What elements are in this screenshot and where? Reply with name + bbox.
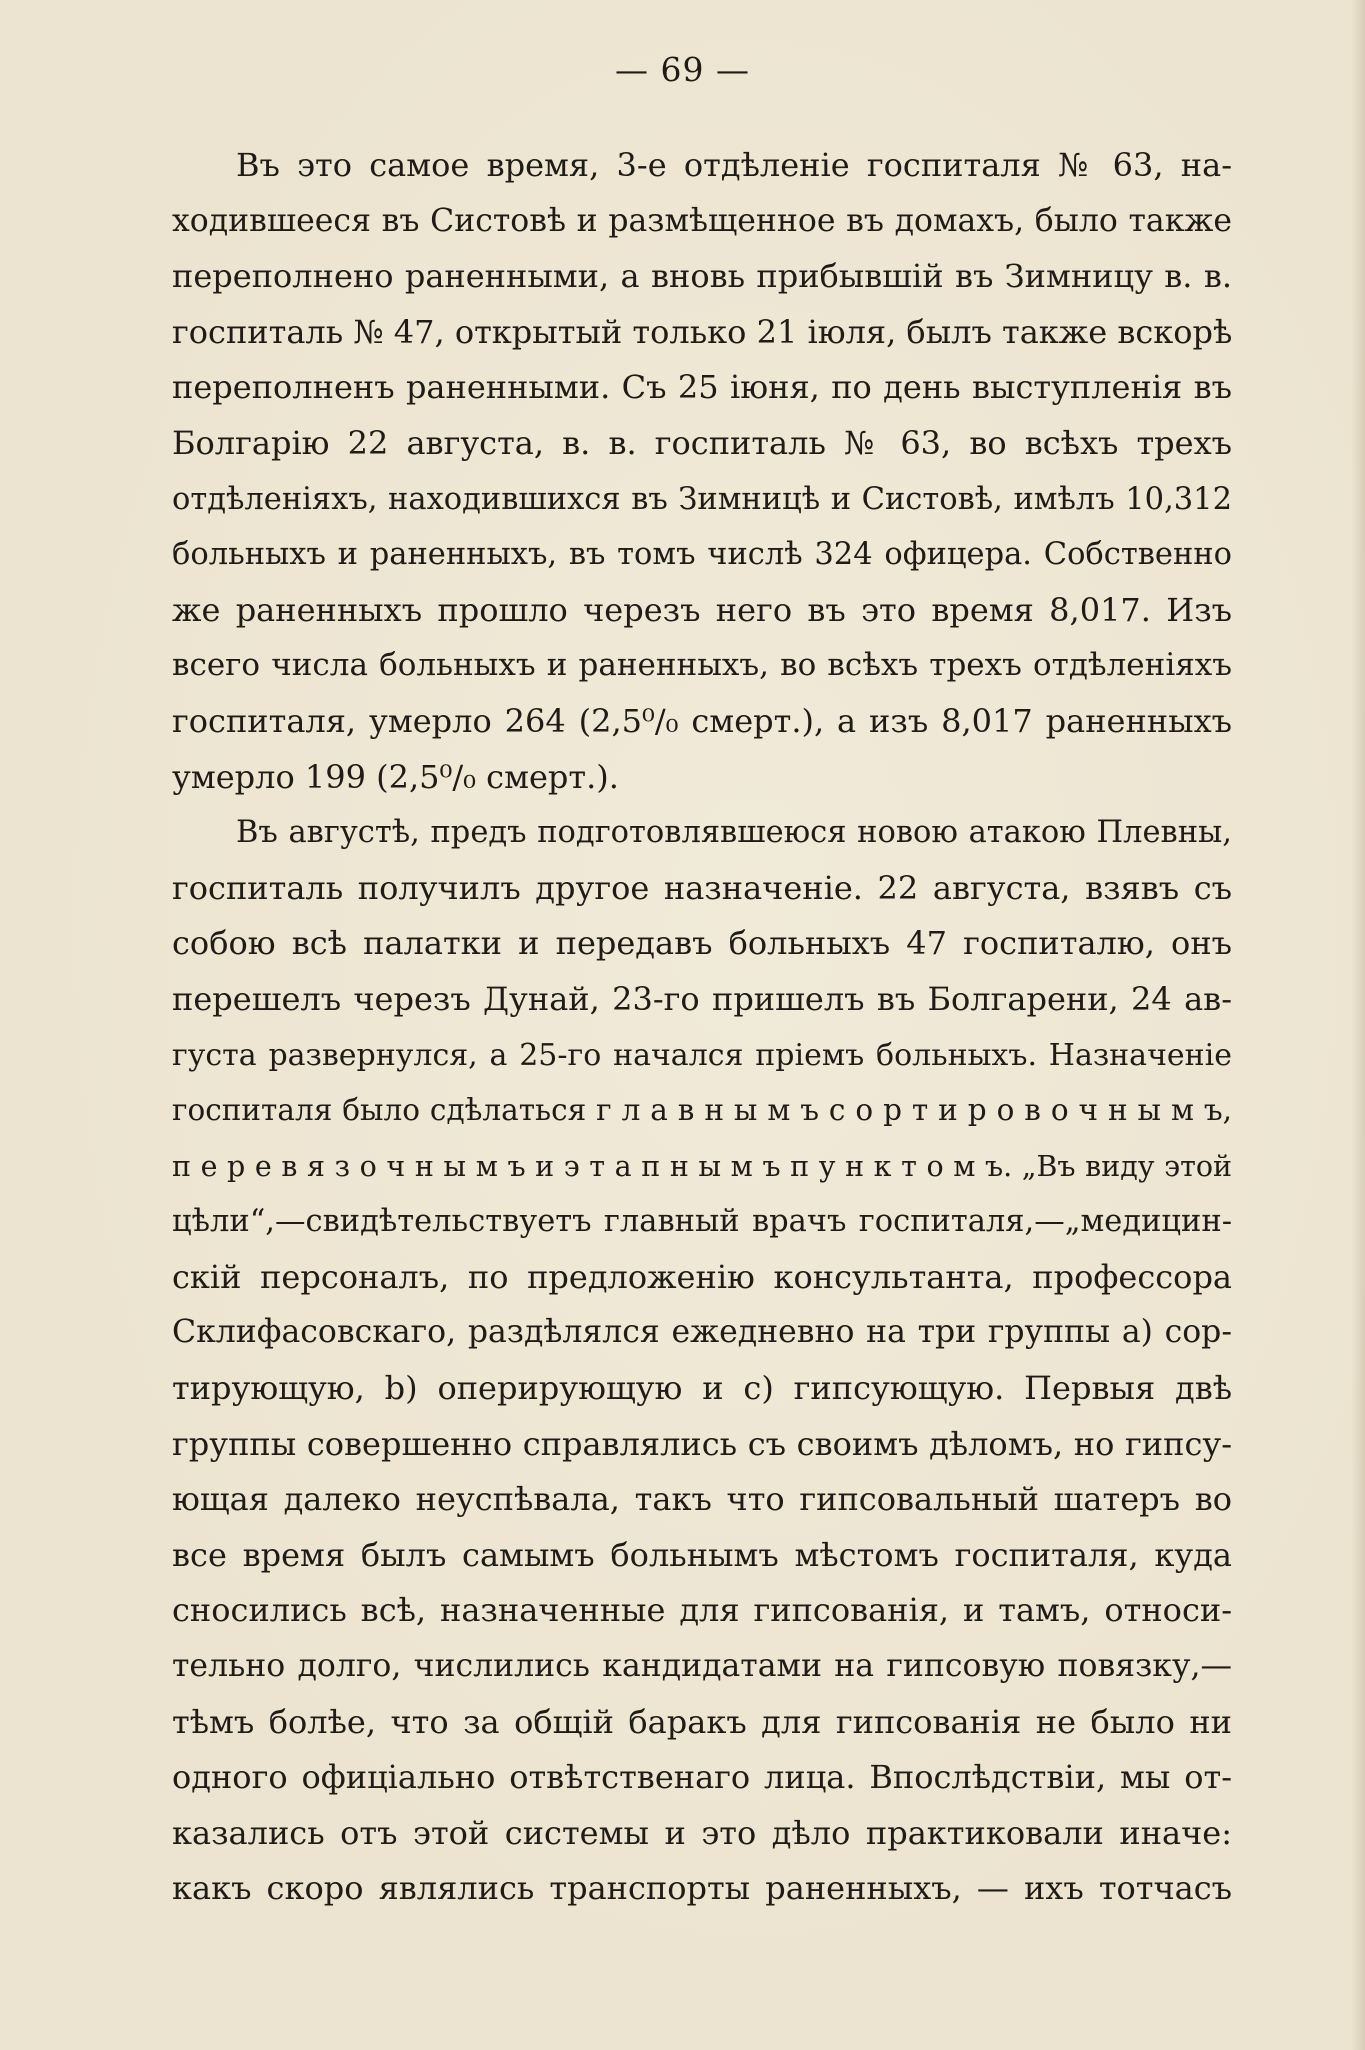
text-line: Въ это самое время, 3-е отдѣленіе госпиталя № 63, на-: [236, 146, 1232, 184]
text-line: перешелъ черезъ Дунай, 23-го пришелъ въ Болгарени, 24 ав-: [172, 979, 1232, 1018]
text-line: отдѣленіяхъ, находившихся въ Зимницѣ и Систовѣ, имѣлъ 10,312: [172, 481, 1232, 517]
text-line: ходившееся въ Систовѣ и размѣщенное въ домахъ, было также: [172, 202, 1232, 239]
text-line: п е р е в я з о ч н ы м ъ и э т а п н ы м ъ п у н к т о м ъ. „Въ виду этой: [172, 1149, 1232, 1183]
text-line: казались отъ этой системы и это дѣло практиковали иначе:: [172, 1813, 1232, 1852]
text-line: Склифасовскаго, раздѣлялся ежедневно на три группы a) сор-: [172, 1314, 1232, 1351]
text-line: тирующую, b) оперирующую и c) гипсующую. Первыя двѣ: [172, 1369, 1232, 1408]
text-line: Въ августѣ, предъ подготовлявшеюся новою атакою Плевны,: [236, 815, 1232, 851]
text-line: сносились всѣ, назначенные для гипсованія, и тамъ, относи-: [172, 1591, 1232, 1630]
text-line: цѣли“,—свидѣтельствуетъ главный врачъ госпиталя,—„медицин-: [172, 1204, 1232, 1240]
text-line: одного офиціально отвѣтственаго лица. Впослѣдствіи, мы от-: [172, 1758, 1232, 1797]
text-line: скій персоналъ, по предложенію консультанта, профессора: [172, 1257, 1232, 1296]
text-line: всего числа больныхъ и раненныхъ, во всѣхъ трехъ отдѣленіяхъ: [172, 647, 1232, 684]
text-line: ющая далеко неуспѣвала, такъ что гипсовальный шатеръ во: [172, 1480, 1232, 1519]
page-edge-shadow: [1351, 0, 1365, 2050]
text-line: госпиталя было сдѣлаться г л а в н ы м ъ с о р т и р о в о ч н ы м ъ,: [172, 1093, 1232, 1128]
text-line: собою всѣ палатки и передавъ больныхъ 47 госпиталю, онъ: [172, 924, 1232, 963]
text-line: группы совершенно справлялись съ своимъ дѣломъ, но гипсу-: [172, 1424, 1232, 1463]
text-line: умерло 199 (2,5⁰/₀ смерт.).: [172, 757, 619, 796]
text-line: какъ скоро являлись транспорты раненныхъ, — ихъ тотчасъ: [172, 1869, 1232, 1908]
text-line: же раненныхъ прошло черезъ него въ это время 8,017. Изъ: [172, 590, 1232, 629]
page-number: — 69 —: [615, 50, 750, 89]
body-text: [172, 138, 1232, 1917]
text-line: тѣмъ болѣе, что за общій баракъ для гипсованія не было ни: [172, 1702, 1232, 1741]
text-line: госпиталь получилъ другое назначеніе. 22 августа, взявъ съ: [172, 868, 1232, 907]
text-line: все время былъ самымъ больнымъ мѣстомъ госпиталя, куда: [172, 1535, 1232, 1574]
text-line: госпиталя, умерло 264 (2,5⁰/₀ смерт.), а изъ 8,017 раненныхъ: [172, 701, 1232, 740]
text-line: больныхъ и раненныхъ, въ томъ числѣ 324 офицера. Собственно: [172, 537, 1232, 573]
text-line: Болгарію 22 августа, в. в. госпиталь № 63, во всѣхъ трехъ: [172, 423, 1232, 462]
text-line: переполненъ раненными. Съ 25 іюня, по день выступленія въ: [172, 368, 1232, 407]
text-line: переполнено раненными, а вновь прибывшій въ Зимницу в. в.: [172, 257, 1232, 296]
text-line: госпиталь № 47, открытый только 21 іюля, былъ также вскорѣ: [172, 312, 1232, 351]
text-line: тельно долго, числились кандидатами на гипсовую повязку,—: [172, 1648, 1232, 1685]
text-line: густа развернулся, а 25-го начался пріемъ больныхъ. Назначеніе: [172, 1037, 1232, 1073]
